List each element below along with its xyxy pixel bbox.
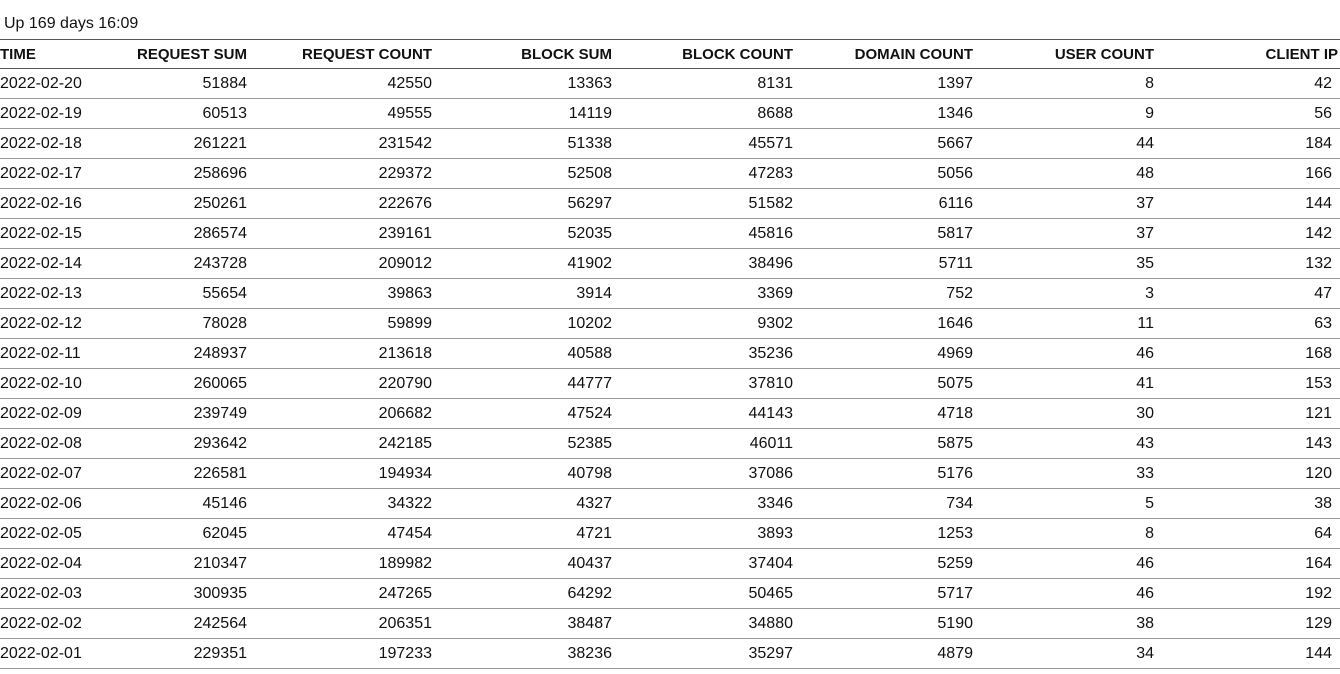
table-row	[0, 339, 1340, 369]
cell-request-count: 39863	[252, 279, 437, 309]
cell-request-sum: 300935	[112, 579, 252, 609]
cell-user-count: 8	[978, 519, 1159, 549]
cell-request-count: 42550	[252, 69, 437, 99]
cell-domain-count: 6116	[798, 189, 978, 219]
cell-time: 2022-02-04	[0, 549, 112, 579]
cell-domain-count: 5875	[798, 429, 978, 459]
cell-client-ip: 56	[1159, 99, 1340, 129]
cell-time: 2022-02-09	[0, 399, 112, 429]
cell-user-count: 41	[978, 369, 1159, 399]
cell-block-sum: 3914	[437, 279, 617, 309]
cell-domain-count: 5075	[798, 369, 978, 399]
table-row	[0, 579, 1340, 609]
cell-client-ip: 38	[1159, 489, 1340, 519]
cell-domain-count: 4718	[798, 399, 978, 429]
cell-request-count: 209012	[252, 249, 437, 279]
cell-client-ip: 192	[1159, 579, 1340, 609]
cell-time: 2022-02-08	[0, 429, 112, 459]
table-row	[0, 279, 1340, 309]
cell-time: 2022-02-03	[0, 579, 112, 609]
cell-block-count: 35236	[617, 339, 798, 369]
cell-domain-count: 5259	[798, 549, 978, 579]
table-row	[0, 69, 1340, 99]
column-header-request-count: REQUEST COUNT	[252, 40, 437, 69]
cell-block-sum: 40588	[437, 339, 617, 369]
stats-table	[0, 39, 1340, 669]
cell-time: 2022-02-12	[0, 309, 112, 339]
cell-request-count: 34322	[252, 489, 437, 519]
cell-request-sum: 60513	[112, 99, 252, 129]
cell-block-sum: 38487	[437, 609, 617, 639]
cell-time: 2022-02-20	[0, 69, 112, 99]
cell-block-sum: 40437	[437, 549, 617, 579]
cell-block-count: 9302	[617, 309, 798, 339]
cell-domain-count: 5176	[798, 459, 978, 489]
cell-block-count: 38496	[617, 249, 798, 279]
cell-time: 2022-02-18	[0, 129, 112, 159]
cell-request-count: 242185	[252, 429, 437, 459]
cell-client-ip: 129	[1159, 609, 1340, 639]
table-row	[0, 489, 1340, 519]
cell-block-sum: 47524	[437, 399, 617, 429]
cell-request-count: 229372	[252, 159, 437, 189]
cell-block-count: 50465	[617, 579, 798, 609]
cell-user-count: 11	[978, 309, 1159, 339]
cell-request-sum: 260065	[112, 369, 252, 399]
cell-client-ip: 153	[1159, 369, 1340, 399]
cell-user-count: 30	[978, 399, 1159, 429]
cell-user-count: 38	[978, 609, 1159, 639]
cell-block-sum: 13363	[437, 69, 617, 99]
cell-block-sum: 38236	[437, 639, 617, 669]
cell-request-sum: 293642	[112, 429, 252, 459]
cell-block-count: 37086	[617, 459, 798, 489]
cell-client-ip: 63	[1159, 309, 1340, 339]
cell-request-sum: 78028	[112, 309, 252, 339]
cell-domain-count: 4879	[798, 639, 978, 669]
cell-domain-count: 1397	[798, 69, 978, 99]
cell-user-count: 44	[978, 129, 1159, 159]
table-row	[0, 159, 1340, 189]
table-row	[0, 429, 1340, 459]
uptime-status: Up 169 days 16:09	[4, 15, 139, 32]
cell-user-count: 46	[978, 549, 1159, 579]
cell-block-sum: 4327	[437, 489, 617, 519]
cell-block-count: 44143	[617, 399, 798, 429]
cell-user-count: 3	[978, 279, 1159, 309]
cell-user-count: 43	[978, 429, 1159, 459]
cell-time: 2022-02-02	[0, 609, 112, 639]
cell-request-count: 247265	[252, 579, 437, 609]
cell-time: 2022-02-19	[0, 99, 112, 129]
cell-client-ip: 47	[1159, 279, 1340, 309]
cell-domain-count: 5667	[798, 129, 978, 159]
cell-request-count: 194934	[252, 459, 437, 489]
cell-block-sum: 52035	[437, 219, 617, 249]
cell-request-count: 231542	[252, 129, 437, 159]
table-row	[0, 369, 1340, 399]
table-header-row	[0, 40, 1340, 69]
cell-client-ip: 42	[1159, 69, 1340, 99]
table-row	[0, 399, 1340, 429]
cell-domain-count: 5711	[798, 249, 978, 279]
cell-block-sum: 56297	[437, 189, 617, 219]
cell-user-count: 46	[978, 339, 1159, 369]
cell-time: 2022-02-13	[0, 279, 112, 309]
cell-block-count: 35297	[617, 639, 798, 669]
cell-block-sum: 52385	[437, 429, 617, 459]
cell-domain-count: 4969	[798, 339, 978, 369]
cell-request-count: 206351	[252, 609, 437, 639]
cell-request-sum: 242564	[112, 609, 252, 639]
cell-time: 2022-02-16	[0, 189, 112, 219]
cell-request-sum: 239749	[112, 399, 252, 429]
cell-client-ip: 168	[1159, 339, 1340, 369]
cell-user-count: 9	[978, 99, 1159, 129]
cell-request-count: 49555	[252, 99, 437, 129]
column-header-user-count: USER COUNT	[978, 40, 1159, 69]
table-row	[0, 189, 1340, 219]
cell-time: 2022-02-06	[0, 489, 112, 519]
column-header-domain-count: DOMAIN COUNT	[798, 40, 978, 69]
cell-request-count: 189982	[252, 549, 437, 579]
cell-client-ip: 132	[1159, 249, 1340, 279]
cell-client-ip: 64	[1159, 519, 1340, 549]
cell-block-count: 3346	[617, 489, 798, 519]
table-body	[0, 69, 1340, 669]
cell-user-count: 35	[978, 249, 1159, 279]
cell-domain-count: 5190	[798, 609, 978, 639]
cell-request-count: 47454	[252, 519, 437, 549]
cell-time: 2022-02-17	[0, 159, 112, 189]
cell-domain-count: 5056	[798, 159, 978, 189]
cell-client-ip: 142	[1159, 219, 1340, 249]
cell-block-count: 51582	[617, 189, 798, 219]
cell-block-count: 8131	[617, 69, 798, 99]
cell-domain-count: 5717	[798, 579, 978, 609]
cell-time: 2022-02-07	[0, 459, 112, 489]
cell-user-count: 33	[978, 459, 1159, 489]
cell-request-count: 222676	[252, 189, 437, 219]
cell-client-ip: 143	[1159, 429, 1340, 459]
cell-block-count: 47283	[617, 159, 798, 189]
cell-client-ip: 144	[1159, 639, 1340, 669]
table-row	[0, 609, 1340, 639]
cell-block-count: 45571	[617, 129, 798, 159]
cell-request-sum: 45146	[112, 489, 252, 519]
cell-request-sum: 229351	[112, 639, 252, 669]
table-row	[0, 249, 1340, 279]
cell-domain-count: 5817	[798, 219, 978, 249]
cell-domain-count: 1346	[798, 99, 978, 129]
column-header-block-sum: BLOCK SUM	[437, 40, 617, 69]
cell-request-sum: 51884	[112, 69, 252, 99]
cell-request-sum: 226581	[112, 459, 252, 489]
cell-request-sum: 286574	[112, 219, 252, 249]
table-row	[0, 519, 1340, 549]
cell-time: 2022-02-01	[0, 639, 112, 669]
cell-user-count: 37	[978, 189, 1159, 219]
cell-request-count: 220790	[252, 369, 437, 399]
cell-request-sum: 55654	[112, 279, 252, 309]
cell-block-sum: 64292	[437, 579, 617, 609]
cell-client-ip: 121	[1159, 399, 1340, 429]
table-row	[0, 99, 1340, 129]
cell-time: 2022-02-11	[0, 339, 112, 369]
cell-time: 2022-02-15	[0, 219, 112, 249]
cell-request-sum: 248937	[112, 339, 252, 369]
column-header-client-ip: CLIENT IP	[1159, 40, 1340, 69]
cell-client-ip: 164	[1159, 549, 1340, 579]
cell-block-sum: 10202	[437, 309, 617, 339]
cell-block-sum: 40798	[437, 459, 617, 489]
cell-block-count: 46011	[617, 429, 798, 459]
cell-block-count: 34880	[617, 609, 798, 639]
cell-time: 2022-02-10	[0, 369, 112, 399]
cell-request-sum: 62045	[112, 519, 252, 549]
cell-block-count: 37404	[617, 549, 798, 579]
column-header-time: TIME	[0, 40, 112, 69]
cell-client-ip: 166	[1159, 159, 1340, 189]
cell-request-sum: 210347	[112, 549, 252, 579]
cell-request-sum: 258696	[112, 159, 252, 189]
cell-block-count: 45816	[617, 219, 798, 249]
cell-time: 2022-02-14	[0, 249, 112, 279]
cell-block-count: 3893	[617, 519, 798, 549]
cell-block-sum: 4721	[437, 519, 617, 549]
cell-request-sum: 243728	[112, 249, 252, 279]
cell-request-count: 59899	[252, 309, 437, 339]
cell-block-sum: 52508	[437, 159, 617, 189]
cell-domain-count: 752	[798, 279, 978, 309]
table-row	[0, 219, 1340, 249]
cell-request-count: 206682	[252, 399, 437, 429]
cell-client-ip: 120	[1159, 459, 1340, 489]
cell-request-count: 239161	[252, 219, 437, 249]
cell-block-count: 8688	[617, 99, 798, 129]
cell-block-count: 3369	[617, 279, 798, 309]
cell-request-sum: 250261	[112, 189, 252, 219]
cell-block-sum: 51338	[437, 129, 617, 159]
cell-block-sum: 14119	[437, 99, 617, 129]
table-row	[0, 639, 1340, 669]
cell-request-sum: 261221	[112, 129, 252, 159]
table-row	[0, 459, 1340, 489]
table-row	[0, 309, 1340, 339]
column-header-request-sum: REQUEST SUM	[112, 40, 252, 69]
cell-time: 2022-02-05	[0, 519, 112, 549]
cell-domain-count: 1646	[798, 309, 978, 339]
cell-user-count: 46	[978, 579, 1159, 609]
cell-request-count: 197233	[252, 639, 437, 669]
cell-block-sum: 44777	[437, 369, 617, 399]
cell-user-count: 5	[978, 489, 1159, 519]
cell-domain-count: 734	[798, 489, 978, 519]
cell-user-count: 37	[978, 219, 1159, 249]
cell-request-count: 213618	[252, 339, 437, 369]
cell-user-count: 8	[978, 69, 1159, 99]
cell-client-ip: 184	[1159, 129, 1340, 159]
cell-user-count: 48	[978, 159, 1159, 189]
column-header-block-count: BLOCK COUNT	[617, 40, 798, 69]
table-row	[0, 129, 1340, 159]
cell-domain-count: 1253	[798, 519, 978, 549]
cell-client-ip: 144	[1159, 189, 1340, 219]
cell-block-sum: 41902	[437, 249, 617, 279]
cell-block-count: 37810	[617, 369, 798, 399]
cell-user-count: 34	[978, 639, 1159, 669]
table-row	[0, 549, 1340, 579]
